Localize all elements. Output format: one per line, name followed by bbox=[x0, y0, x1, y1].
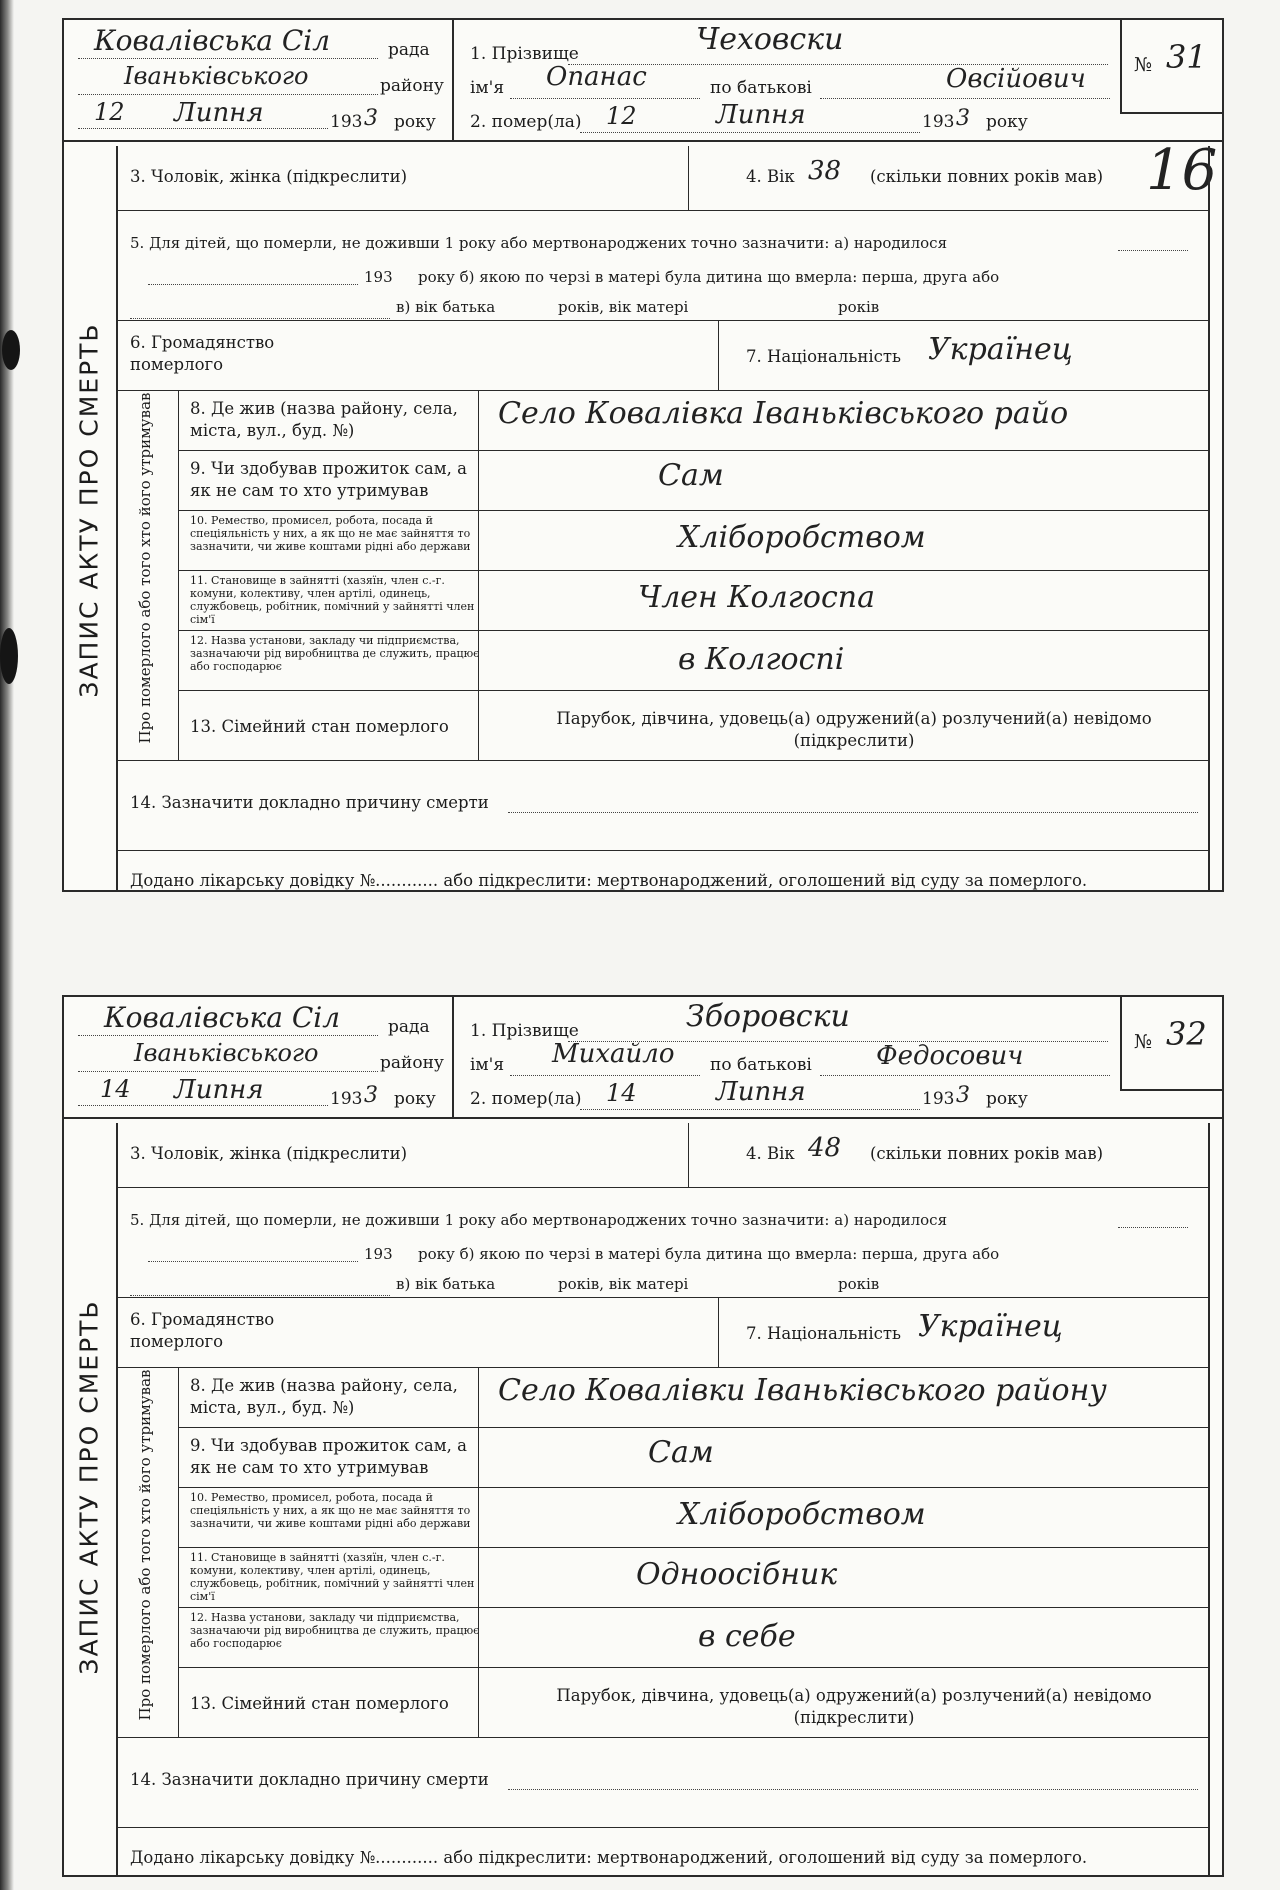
field-marital-label: 13. Сімейний стан померлого bbox=[190, 717, 449, 736]
council-name: Ковалівська Сіл bbox=[94, 24, 331, 57]
record-number: 31 bbox=[1166, 38, 1207, 76]
field-occupation-label: 10. Ремество, промисел, робота, посада й спеціяльність у них, а як що не має зайняття то зазначити, чи живе коштами рідні або держави bbox=[190, 514, 471, 553]
field-workplace-label: 12. Назва установи, закладу чи підприємства, зазначаючи рід виробництва де служить, працює або господарює bbox=[190, 634, 480, 673]
side-label: ЗАПИС АКТУ ПРО СМЕРТЬ bbox=[74, 322, 104, 698]
number-label: № bbox=[1134, 1031, 1152, 1053]
scan-edge bbox=[0, 0, 14, 1890]
council-name: Ковалівська Сіл bbox=[104, 1001, 341, 1034]
record-header bbox=[64, 20, 1222, 142]
record-body bbox=[116, 1123, 1210, 1875]
surname-label: 1. Прізвище bbox=[470, 1021, 579, 1041]
death-record-card bbox=[62, 18, 1224, 892]
year-prefix: 193 bbox=[330, 1089, 363, 1109]
council-suffix: рада bbox=[388, 1017, 430, 1037]
died-label: 2. помер(ла) bbox=[470, 1089, 582, 1109]
field-sex: 3. Чоловік, жінка (підкреслити) bbox=[130, 1144, 408, 1163]
field-child-line2: року б) якою по черзі в матері була дитина що вмерла: перша, друга або bbox=[418, 268, 1000, 286]
field-child-line2: року б) якою по черзі в матері була дитина що вмерла: перша, друга або bbox=[418, 1245, 1000, 1263]
death-year-digit: 3 bbox=[956, 106, 970, 131]
field-workplace-value: в Колгоспі bbox=[678, 642, 845, 677]
patronymic-label: по батькові bbox=[710, 1055, 812, 1075]
sub-label: Про померлого або того хто його утримував bbox=[136, 392, 154, 743]
district-suffix: району bbox=[380, 1053, 444, 1073]
field-child-line3c: років bbox=[838, 1275, 880, 1293]
district-suffix: району bbox=[380, 76, 444, 96]
surname-value: Чеховски bbox=[696, 22, 844, 57]
field-residence-label: 8. Де жив (назва району, села, міста, вул., буд. №) bbox=[190, 399, 458, 440]
field-child-line3c: років bbox=[838, 298, 880, 316]
given-name-label: ім'я bbox=[470, 1055, 505, 1075]
field-age-note: (скільки повних років мав) bbox=[870, 1144, 1104, 1163]
death-year-suffix: року bbox=[986, 112, 1028, 132]
field-nationality-label: 7. Національність bbox=[746, 1324, 901, 1343]
given-name-value: Михайло bbox=[552, 1039, 675, 1069]
death-year-prefix: 193 bbox=[922, 1089, 955, 1109]
record-month: Липня bbox=[174, 98, 264, 128]
field-workplace-value: в себе bbox=[698, 1619, 796, 1654]
registry-box bbox=[64, 20, 454, 140]
field-occupation-value: Хліборобством bbox=[678, 1497, 926, 1532]
person-box bbox=[456, 20, 1118, 140]
field-support-label: 9. Чи здобував прожиток сам, а як не сам то хто утримував bbox=[190, 1436, 467, 1477]
record-number-box bbox=[1120, 20, 1222, 114]
field-occupation-value: Хліборобством bbox=[678, 520, 926, 555]
field-nationality-value: Українец bbox=[918, 1309, 1063, 1344]
field-cause-label: 14. Зазначити докладно причину смерти bbox=[130, 793, 489, 812]
surname-label: 1. Прізвище bbox=[470, 44, 579, 64]
death-year-suffix: року bbox=[986, 1089, 1028, 1109]
number-label: № bbox=[1134, 54, 1152, 76]
field-nationality-value: Українец bbox=[928, 332, 1073, 367]
field-age-value: 38 bbox=[808, 156, 842, 186]
field-support-value: Сам bbox=[658, 458, 724, 493]
patronymic-value: Федосович bbox=[876, 1041, 1024, 1071]
field-support-label: 9. Чи здобував прожиток сам, а як не сам то хто утримував bbox=[190, 459, 467, 500]
record-day: 14 bbox=[100, 1075, 131, 1103]
year-prefix: 193 bbox=[330, 112, 363, 132]
corner-mark: 16 bbox=[1146, 138, 1218, 203]
field-citizenship: 6. Громадянство померлого bbox=[130, 333, 275, 374]
record-number: 32 bbox=[1166, 1015, 1207, 1053]
died-label: 2. помер(ла) bbox=[470, 112, 582, 132]
district-name: Іваньківського bbox=[124, 62, 309, 90]
ink-blot bbox=[0, 628, 18, 684]
field-status-value: Член Колгоспа bbox=[638, 580, 875, 615]
field-child-year: 193 bbox=[364, 268, 393, 286]
year-suffix: року bbox=[394, 112, 436, 132]
field-workplace-label: 12. Назва установи, закладу чи підприємства, зазначаючи рід виробництва де служить, працює або господарює bbox=[190, 1611, 480, 1650]
death-day: 14 bbox=[606, 1079, 637, 1107]
field-residence-value: Село Ковалівка Іваньківського райо bbox=[498, 396, 1069, 431]
field-citizenship: 6. Громадянство померлого bbox=[130, 1310, 275, 1351]
field-sex: 3. Чоловік, жінка (підкреслити) bbox=[130, 167, 408, 186]
record-day: 12 bbox=[94, 98, 125, 126]
year-suffix: року bbox=[394, 1089, 436, 1109]
death-year-prefix: 193 bbox=[922, 112, 955, 132]
record-footer: Додано лікарську довідку №............ або підкреслити: мертвонароджений, оголошений від суду за померлого. bbox=[130, 871, 1088, 890]
field-residence-value: Село Ковалівки Іваньківського району bbox=[498, 1373, 1107, 1408]
field-child-line3a: в) вік батька bbox=[396, 1275, 496, 1293]
sub-label: Про померлого або того хто його утримував bbox=[136, 1369, 154, 1720]
record-footer: Додано лікарську довідку №............ або підкреслити: мертвонароджений, оголошений від суду за померлого. bbox=[130, 1848, 1088, 1867]
death-day: 12 bbox=[606, 102, 637, 130]
year-digit: 3 bbox=[364, 1083, 378, 1108]
year-digit: 3 bbox=[364, 106, 378, 131]
field-occupation-label: 10. Ремество, промисел, робота, посада й спеціяльність у них, а як що не має зайняття то зазначити, чи живе коштами рідні або держави bbox=[190, 1491, 471, 1530]
field-marital-options: Парубок, дівчина, удовець(а) одружений(а) розлучений(а) невідомо (підкреслити) bbox=[556, 709, 1152, 750]
record-number-box bbox=[1120, 997, 1222, 1091]
death-month: Липня bbox=[716, 1077, 806, 1107]
record-month: Липня bbox=[174, 1075, 264, 1105]
given-name-label: ім'я bbox=[470, 78, 505, 98]
field-nationality-label: 7. Національність bbox=[746, 347, 901, 366]
field-child-line1: 5. Для дітей, що померли, не доживши 1 року або мертвонароджених точно зазначити: а) народилося bbox=[130, 234, 948, 252]
death-month: Липня bbox=[716, 100, 806, 130]
field-age-label: 4. Вік bbox=[746, 1144, 795, 1163]
field-status-value: Одноосібник bbox=[636, 1557, 838, 1592]
council-suffix: рада bbox=[388, 40, 430, 60]
given-name-value: Опанас bbox=[546, 62, 647, 92]
field-residence-label: 8. Де жив (назва району, села, міста, вул., буд. №) bbox=[190, 1376, 458, 1417]
patronymic-value: Овсійович bbox=[946, 64, 1086, 94]
surname-value: Зборовски bbox=[686, 999, 850, 1034]
field-marital-options: Парубок, дівчина, удовець(а) одружений(а) розлучений(а) невідомо (підкреслити) bbox=[556, 1686, 1152, 1727]
field-status-label: 11. Становище в зайнятті (хазяїн, член с.-г. комуни, колективу, член артілі, одинець, службовець, робітник, помічний у зайнятті член сім'ї bbox=[190, 574, 475, 626]
field-child-line3b: років, вік матері bbox=[558, 298, 689, 316]
person-box bbox=[456, 997, 1118, 1117]
record-body bbox=[116, 146, 1210, 890]
registry-box bbox=[64, 997, 454, 1117]
field-child-year: 193 bbox=[364, 1245, 393, 1263]
death-year-digit: 3 bbox=[956, 1083, 970, 1108]
field-child-line3b: років, вік матері bbox=[558, 1275, 689, 1293]
field-age-note: (скільки повних років мав) bbox=[870, 167, 1104, 186]
death-record-card bbox=[62, 995, 1224, 1877]
patronymic-label: по батькові bbox=[710, 78, 812, 98]
field-status-label: 11. Становище в зайнятті (хазяїн, член с.-г. комуни, колективу, член артілі, одинець, службовець, робітник, помічний у зайнятті член сім'ї bbox=[190, 1551, 475, 1603]
field-cause-label: 14. Зазначити докладно причину смерти bbox=[130, 1770, 489, 1789]
record-header bbox=[64, 997, 1222, 1119]
field-age-label: 4. Вік bbox=[746, 167, 795, 186]
field-child-line3a: в) вік батька bbox=[396, 298, 496, 316]
field-marital-label: 13. Сімейний стан померлого bbox=[190, 1694, 449, 1713]
side-label: ЗАПИС АКТУ ПРО СМЕРТЬ bbox=[74, 1299, 104, 1675]
field-child-line1: 5. Для дітей, що померли, не доживши 1 року або мертвонароджених точно зазначити: а) народилося bbox=[130, 1211, 948, 1229]
district-name: Іваньківського bbox=[134, 1039, 319, 1067]
field-age-value: 48 bbox=[808, 1133, 842, 1163]
field-support-value: Сам bbox=[648, 1435, 714, 1470]
ink-blot bbox=[2, 330, 20, 370]
